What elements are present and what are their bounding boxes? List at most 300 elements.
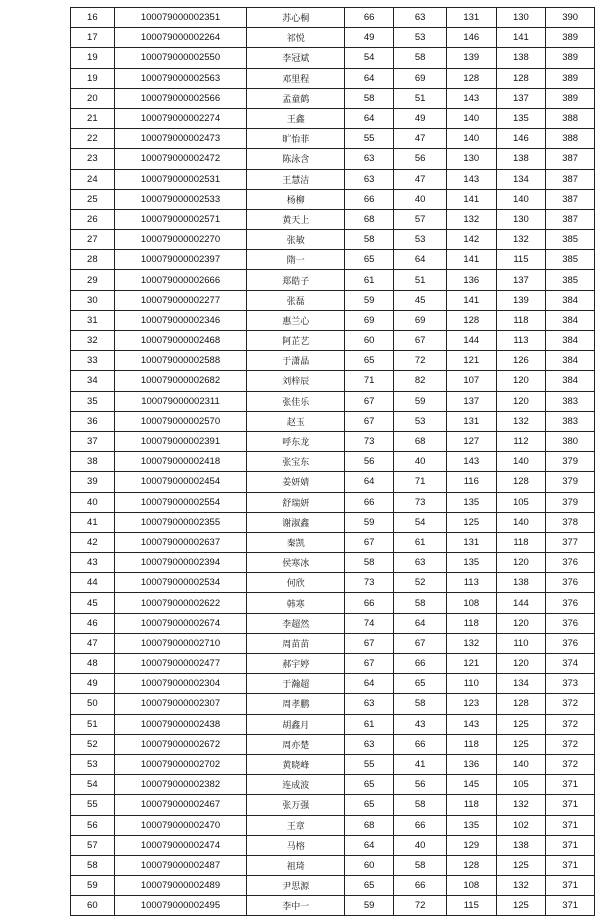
rank-cell: 60 [71,896,115,916]
total-score-cell: 376 [546,593,595,613]
score-1-cell: 59 [345,512,394,532]
score-3-cell: 128 [446,855,496,875]
score-1-cell: 64 [345,674,394,694]
student-name-cell: 侯寒冰 [247,553,345,573]
score-1-cell: 55 [345,754,394,774]
student-name-cell: 李超然 [247,613,345,633]
student-name-cell: 王章 [247,815,345,835]
score-3-cell: 135 [446,815,496,835]
rank-cell: 52 [71,734,115,754]
table-row [71,209,595,229]
student-name-cell: 旷怡菲 [247,129,345,149]
score-3-cell: 118 [446,613,496,633]
score-4-cell: 135 [496,108,546,128]
rank-cell: 19 [71,68,115,88]
score-2-cell: 51 [394,88,447,108]
rank-cell: 44 [71,573,115,593]
rank-cell: 38 [71,452,115,472]
score-table [70,7,595,916]
score-1-cell: 66 [345,8,394,28]
total-score-cell: 384 [546,371,595,391]
exam-id-cell: 100079000002470 [114,815,247,835]
score-2-cell: 45 [394,290,447,310]
student-name-cell: 张敏 [247,230,345,250]
total-score-cell: 376 [546,553,595,573]
total-score-cell: 371 [546,835,595,855]
rank-cell: 54 [71,775,115,795]
score-2-cell: 71 [394,472,447,492]
total-score-cell: 388 [546,129,595,149]
table-row [71,68,595,88]
score-1-cell: 64 [345,472,394,492]
score-3-cell: 129 [446,835,496,855]
rank-cell: 59 [71,876,115,896]
score-2-cell: 58 [394,694,447,714]
score-2-cell: 66 [394,654,447,674]
score-1-cell: 60 [345,331,394,351]
exam-id-cell: 100079000002666 [114,270,247,290]
score-2-cell: 72 [394,351,447,371]
student-name-cell: 胡鑫月 [247,714,345,734]
table-row [71,795,595,815]
table-row [71,512,595,532]
score-4-cell: 126 [496,351,546,371]
score-4-cell: 125 [496,714,546,734]
table-row [71,169,595,189]
student-name-cell: 秦凯 [247,532,345,552]
total-score-cell: 389 [546,68,595,88]
score-2-cell: 53 [394,411,447,431]
total-score-cell: 387 [546,209,595,229]
rank-cell: 50 [71,694,115,714]
table-row [71,230,595,250]
rank-cell: 22 [71,129,115,149]
score-2-cell: 67 [394,633,447,653]
score-1-cell: 58 [345,88,394,108]
exam-id-cell: 100079000002563 [114,68,247,88]
exam-id-cell: 100079000002674 [114,613,247,633]
student-name-cell: 赵玉 [247,411,345,431]
score-2-cell: 58 [394,593,447,613]
score-1-cell: 59 [345,896,394,916]
rank-cell: 23 [71,149,115,169]
student-name-cell: 李中一 [247,896,345,916]
score-1-cell: 66 [345,189,394,209]
student-name-cell: 郑皓子 [247,270,345,290]
score-3-cell: 118 [446,734,496,754]
score-2-cell: 82 [394,371,447,391]
rank-cell: 43 [71,553,115,573]
score-3-cell: 140 [446,129,496,149]
score-2-cell: 58 [394,855,447,875]
exam-id-cell: 100079000002264 [114,28,247,48]
rank-cell: 57 [71,835,115,855]
score-2-cell: 67 [394,331,447,351]
score-4-cell: 102 [496,815,546,835]
rank-cell: 19 [71,48,115,68]
total-score-cell: 387 [546,169,595,189]
total-score-cell: 376 [546,573,595,593]
score-3-cell: 121 [446,351,496,371]
exam-id-cell: 100079000002672 [114,734,247,754]
score-2-cell: 68 [394,431,447,451]
student-name-cell: 马榕 [247,835,345,855]
score-1-cell: 65 [345,250,394,270]
table-row [71,149,595,169]
table-row [71,250,595,270]
score-3-cell: 130 [446,149,496,169]
student-name-cell: 张万强 [247,795,345,815]
score-2-cell: 65 [394,674,447,694]
student-name-cell: 连成波 [247,775,345,795]
rank-cell: 40 [71,492,115,512]
score-1-cell: 64 [345,108,394,128]
score-4-cell: 118 [496,532,546,552]
score-3-cell: 113 [446,573,496,593]
rank-cell: 30 [71,290,115,310]
exam-id-cell: 100079000002346 [114,310,247,330]
score-3-cell: 128 [446,68,496,88]
exam-id-cell: 100079000002270 [114,230,247,250]
table-row [71,492,595,512]
table-row [71,734,595,754]
score-1-cell: 68 [345,815,394,835]
table-row [71,593,595,613]
table-row [71,129,595,149]
score-2-cell: 58 [394,795,447,815]
score-1-cell: 63 [345,149,394,169]
table-row [71,331,595,351]
table-row [71,8,595,28]
score-1-cell: 65 [345,775,394,795]
exam-id-cell: 100079000002382 [114,775,247,795]
score-4-cell: 120 [496,654,546,674]
score-1-cell: 71 [345,371,394,391]
score-3-cell: 145 [446,775,496,795]
rank-cell: 17 [71,28,115,48]
score-3-cell: 115 [446,896,496,916]
score-1-cell: 58 [345,553,394,573]
table-row [71,674,595,694]
student-name-cell: 周苗苗 [247,633,345,653]
exam-id-cell: 100079000002682 [114,371,247,391]
table-row [71,835,595,855]
exam-id-cell: 100079000002454 [114,472,247,492]
score-3-cell: 141 [446,250,496,270]
rank-cell: 36 [71,411,115,431]
total-score-cell: 379 [546,492,595,512]
score-3-cell: 132 [446,209,496,229]
rank-cell: 56 [71,815,115,835]
score-2-cell: 59 [394,391,447,411]
student-name-cell: 张佳乐 [247,391,345,411]
student-name-cell: 祖琦 [247,855,345,875]
total-score-cell: 383 [546,391,595,411]
score-1-cell: 74 [345,613,394,633]
table-row [71,573,595,593]
table-row [71,88,595,108]
student-name-cell: 于潇晶 [247,351,345,371]
score-3-cell: 146 [446,28,496,48]
exam-id-cell: 100079000002487 [114,855,247,875]
total-score-cell: 390 [546,8,595,28]
exam-id-cell: 100079000002467 [114,795,247,815]
score-3-cell: 139 [446,48,496,68]
student-name-cell: 阿芷艺 [247,331,345,351]
exam-id-cell: 100079000002588 [114,351,247,371]
rank-cell: 21 [71,108,115,128]
score-3-cell: 132 [446,633,496,653]
table-row [71,391,595,411]
score-4-cell: 140 [496,189,546,209]
student-name-cell: 祁悦 [247,28,345,48]
rank-cell: 37 [71,431,115,451]
score-2-cell: 40 [394,452,447,472]
table-row [71,108,595,128]
total-score-cell: 372 [546,754,595,774]
exam-id-cell: 100079000002394 [114,553,247,573]
total-score-cell: 389 [546,48,595,68]
student-name-cell: 李冠斌 [247,48,345,68]
rank-cell: 16 [71,8,115,28]
score-4-cell: 138 [496,573,546,593]
score-1-cell: 67 [345,633,394,653]
total-score-cell: 376 [546,613,595,633]
table-body [71,8,595,916]
rank-cell: 34 [71,371,115,391]
total-score-cell: 371 [546,795,595,815]
score-2-cell: 66 [394,815,447,835]
score-2-cell: 47 [394,129,447,149]
score-4-cell: 128 [496,694,546,714]
score-4-cell: 137 [496,270,546,290]
rank-cell: 28 [71,250,115,270]
total-score-cell: 374 [546,654,595,674]
score-3-cell: 128 [446,310,496,330]
student-name-cell: 黄天上 [247,209,345,229]
rank-cell: 45 [71,593,115,613]
table-row [71,633,595,653]
total-score-cell: 373 [546,674,595,694]
score-4-cell: 113 [496,331,546,351]
score-4-cell: 130 [496,8,546,28]
score-3-cell: 143 [446,714,496,734]
table-row [71,775,595,795]
score-4-cell: 115 [496,250,546,270]
exam-id-cell: 100079000002311 [114,391,247,411]
score-2-cell: 66 [394,734,447,754]
rank-cell: 58 [71,855,115,875]
rank-cell: 26 [71,209,115,229]
score-1-cell: 49 [345,28,394,48]
table-row [71,411,595,431]
score-3-cell: 131 [446,532,496,552]
score-2-cell: 63 [394,8,447,28]
total-score-cell: 378 [546,512,595,532]
score-1-cell: 65 [345,351,394,371]
score-1-cell: 54 [345,48,394,68]
student-name-cell: 孟童鹤 [247,88,345,108]
score-3-cell: 143 [446,452,496,472]
score-1-cell: 64 [345,835,394,855]
score-2-cell: 72 [394,896,447,916]
table-row [71,351,595,371]
total-score-cell: 389 [546,88,595,108]
table-row [71,876,595,896]
rank-cell: 29 [71,270,115,290]
score-4-cell: 139 [496,290,546,310]
student-name-cell: 姜妍婧 [247,472,345,492]
table-row [71,48,595,68]
score-1-cell: 67 [345,532,394,552]
score-4-cell: 120 [496,613,546,633]
student-name-cell: 惠兰心 [247,310,345,330]
table-row [71,28,595,48]
score-4-cell: 125 [496,855,546,875]
score-1-cell: 58 [345,230,394,250]
score-2-cell: 63 [394,553,447,573]
student-name-cell: 隋一 [247,250,345,270]
table-row [71,290,595,310]
exam-id-cell: 100079000002489 [114,876,247,896]
table-row [71,371,595,391]
total-score-cell: 384 [546,351,595,371]
score-2-cell: 64 [394,250,447,270]
score-1-cell: 55 [345,129,394,149]
score-3-cell: 136 [446,754,496,774]
score-4-cell: 138 [496,149,546,169]
table-row [71,189,595,209]
table-row [71,553,595,573]
score-2-cell: 56 [394,775,447,795]
student-name-cell: 于瀚超 [247,674,345,694]
score-4-cell: 140 [496,452,546,472]
score-3-cell: 118 [446,795,496,815]
score-1-cell: 61 [345,270,394,290]
score-4-cell: 140 [496,754,546,774]
score-2-cell: 69 [394,310,447,330]
exam-id-cell: 100079000002472 [114,149,247,169]
rank-cell: 25 [71,189,115,209]
exam-id-cell: 100079000002531 [114,169,247,189]
student-name-cell: 张磊 [247,290,345,310]
exam-id-cell: 100079000002307 [114,694,247,714]
score-2-cell: 64 [394,613,447,633]
score-3-cell: 141 [446,189,496,209]
rank-cell: 39 [71,472,115,492]
total-score-cell: 389 [546,28,595,48]
score-1-cell: 73 [345,573,394,593]
score-2-cell: 52 [394,573,447,593]
total-score-cell: 383 [546,411,595,431]
rank-cell: 20 [71,88,115,108]
score-4-cell: 141 [496,28,546,48]
exam-id-cell: 100079000002274 [114,108,247,128]
score-3-cell: 143 [446,169,496,189]
score-1-cell: 63 [345,734,394,754]
student-name-cell: 郝宇婷 [247,654,345,674]
score-3-cell: 121 [446,654,496,674]
score-2-cell: 54 [394,512,447,532]
score-4-cell: 146 [496,129,546,149]
score-2-cell: 49 [394,108,447,128]
rank-cell: 33 [71,351,115,371]
score-3-cell: 143 [446,88,496,108]
rank-cell: 24 [71,169,115,189]
total-score-cell: 372 [546,734,595,754]
table-row [71,654,595,674]
total-score-cell: 385 [546,250,595,270]
total-score-cell: 387 [546,149,595,169]
exam-id-cell: 100079000002534 [114,573,247,593]
table-row [71,896,595,916]
score-2-cell: 40 [394,835,447,855]
table-row [71,815,595,835]
total-score-cell: 372 [546,714,595,734]
student-name-cell: 王鑫 [247,108,345,128]
rank-cell: 49 [71,674,115,694]
exam-id-cell: 100079000002397 [114,250,247,270]
score-1-cell: 65 [345,876,394,896]
total-score-cell: 376 [546,633,595,653]
rank-cell: 41 [71,512,115,532]
student-name-cell: 刘梓辰 [247,371,345,391]
total-score-cell: 385 [546,270,595,290]
score-3-cell: 110 [446,674,496,694]
score-2-cell: 61 [394,532,447,552]
score-1-cell: 60 [345,855,394,875]
score-3-cell: 116 [446,472,496,492]
exam-id-cell: 100079000002710 [114,633,247,653]
exam-id-cell: 100079000002570 [114,411,247,431]
table-row [71,270,595,290]
score-3-cell: 123 [446,694,496,714]
score-3-cell: 107 [446,371,496,391]
score-4-cell: 128 [496,472,546,492]
student-name-cell: 周亦楚 [247,734,345,754]
score-2-cell: 58 [394,48,447,68]
exam-id-cell: 100079000002304 [114,674,247,694]
exam-id-cell: 100079000002495 [114,896,247,916]
table-row [71,613,595,633]
score-3-cell: 125 [446,512,496,532]
rank-cell: 42 [71,532,115,552]
total-score-cell: 384 [546,310,595,330]
score-4-cell: 132 [496,411,546,431]
rank-cell: 51 [71,714,115,734]
exam-id-cell: 100079000002566 [114,88,247,108]
total-score-cell: 385 [546,230,595,250]
total-score-cell: 371 [546,775,595,795]
exam-id-cell: 100079000002554 [114,492,247,512]
score-1-cell: 66 [345,492,394,512]
score-1-cell: 59 [345,290,394,310]
exam-id-cell: 100079000002550 [114,48,247,68]
score-4-cell: 105 [496,775,546,795]
score-4-cell: 125 [496,734,546,754]
score-1-cell: 61 [345,714,394,734]
score-2-cell: 43 [394,714,447,734]
score-1-cell: 68 [345,209,394,229]
student-name-cell: 周孝鹏 [247,694,345,714]
student-name-cell: 尹思源 [247,876,345,896]
student-name-cell: 舒瑞妍 [247,492,345,512]
total-score-cell: 371 [546,876,595,896]
score-4-cell: 138 [496,48,546,68]
exam-id-cell: 100079000002474 [114,835,247,855]
score-3-cell: 131 [446,8,496,28]
table-row [71,714,595,734]
